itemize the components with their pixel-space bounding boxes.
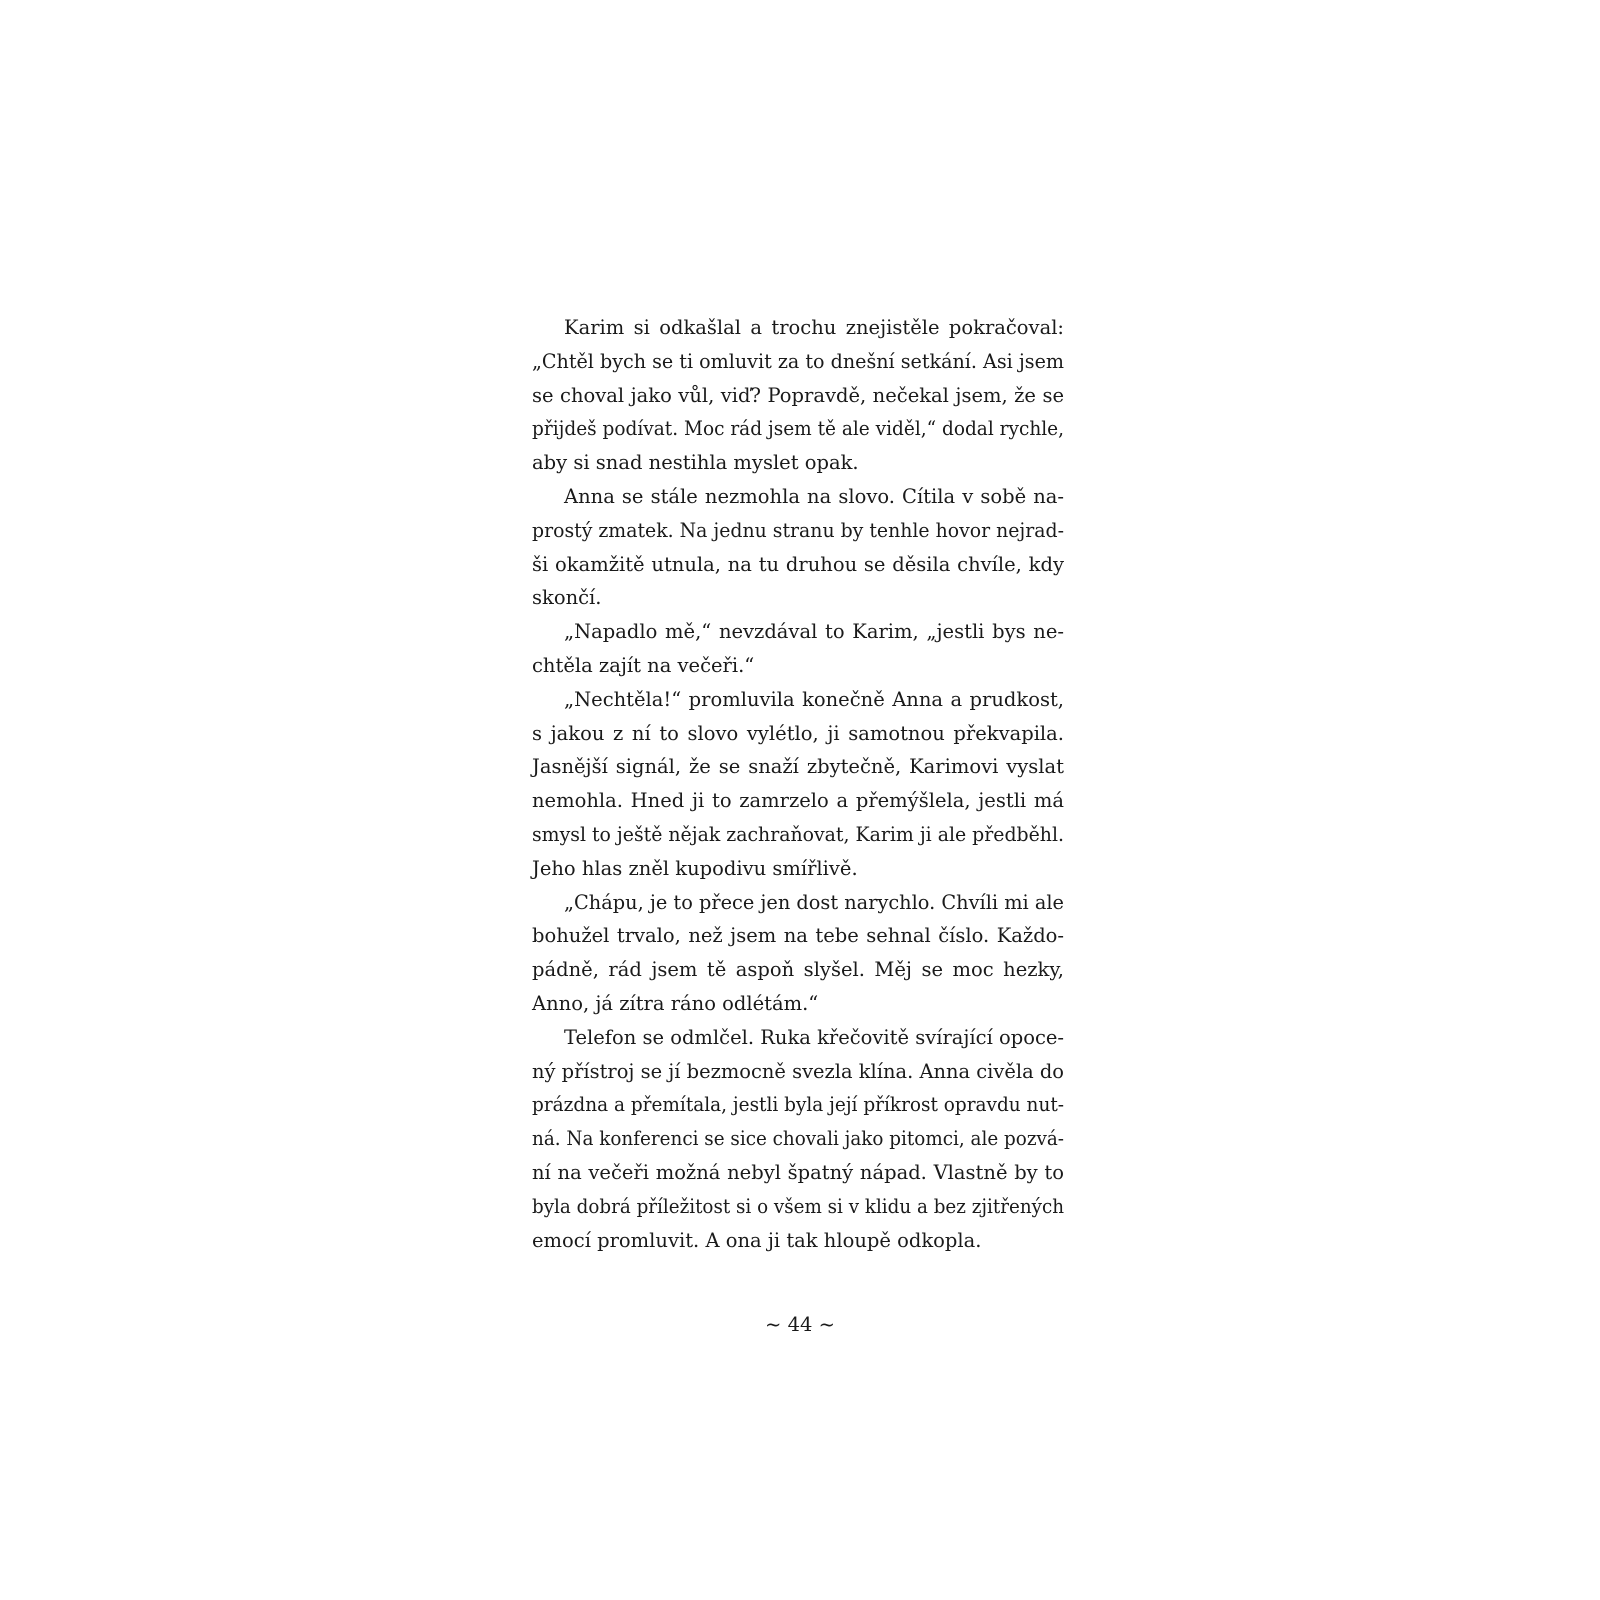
text-line: prostý zmatek. Na jednu stranu by tenhle hovor nejrad-: [532, 518, 1064, 542]
text-line: ši okamžitě utnula, na tu druhou se děsila chvíle, kdy: [532, 552, 1064, 576]
text-line: Anna se stále nezmohla na slovo. Cítila v sobě na-: [564, 484, 1064, 508]
text-line: emocí promluvit. A ona ji tak hloupě odkopla.: [532, 1228, 982, 1252]
text-line: „Napadlo mě,“ nevzdával to Karim, „jestli bys ne-: [564, 620, 1064, 644]
body-text: [532, 311, 1064, 1257]
text-line: pádně, rád jsem tě aspoň slyšel. Měj se moc hezky,: [532, 958, 1064, 982]
text-line: prázdna a přemítala, jestli byla její příkrost opravdu nut-: [532, 1093, 1064, 1117]
text-line: „Nechtěla!“ promluvila konečně Anna a prudkost,: [564, 687, 1064, 711]
text-line: ná. Na konferenci se sice chovali jako pitomci, ale pozvá-: [532, 1127, 1064, 1151]
page-number: ~ 44 ~: [765, 1313, 835, 1336]
text-line: Jeho hlas zněl kupodivu smířlivě.: [532, 856, 858, 880]
text-line: „Chtěl bych se ti omluvit za to dnešní setkání. Asi jsem: [532, 349, 1064, 373]
text-line: skončí.: [532, 586, 602, 610]
text-line: nemohla. Hned ji to zamrzelo a přemýšlela, jestli má: [532, 789, 1064, 813]
text-line: „Chápu, je to přece jen dost narychlo. Chvíli mi ale: [564, 890, 1064, 914]
text-line: ný přístroj se jí bezmocně svezla klína. Anna civěla do: [532, 1059, 1064, 1083]
text-line: smysl to ještě nějak zachraňovat, Karim ji ale předběhl.: [532, 822, 1064, 846]
text-line: Telefon se odmlčel. Ruka křečovitě svírající opoce-: [564, 1025, 1064, 1049]
text-line: přijdeš podívat. Moc rád jsem tě ale viděl,“ dodal rychle,: [532, 417, 1064, 441]
text-line: byla dobrá příležitost si o všem si v klidu a bez zjitřených: [532, 1194, 1064, 1218]
text-line: s jakou z ní to slovo vylétlo, ji samotnou překvapila.: [532, 721, 1064, 745]
text-line: Anno, já zítra ráno odlétám.“: [532, 991, 819, 1015]
text-line: ní na večeři možná nebyl špatný nápad. Vlastně by to: [532, 1160, 1064, 1184]
text-line: Jasnější signál, že se snaží zbytečně, Karimovi vyslat: [532, 755, 1064, 779]
text-line: Karim si odkašlal a trochu znejistěle pokračoval:: [564, 316, 1064, 339]
text-line: aby si snad nestihla myslet opak.: [532, 451, 859, 475]
text-line: bohužel trvalo, než jsem na tebe sehnal číslo. Každo-: [532, 924, 1064, 948]
text-line: chtěla zajít na večeři.“: [532, 653, 755, 677]
text-line: se choval jako vůl, viď? Popravdě, nečekal jsem, že se: [532, 383, 1064, 407]
